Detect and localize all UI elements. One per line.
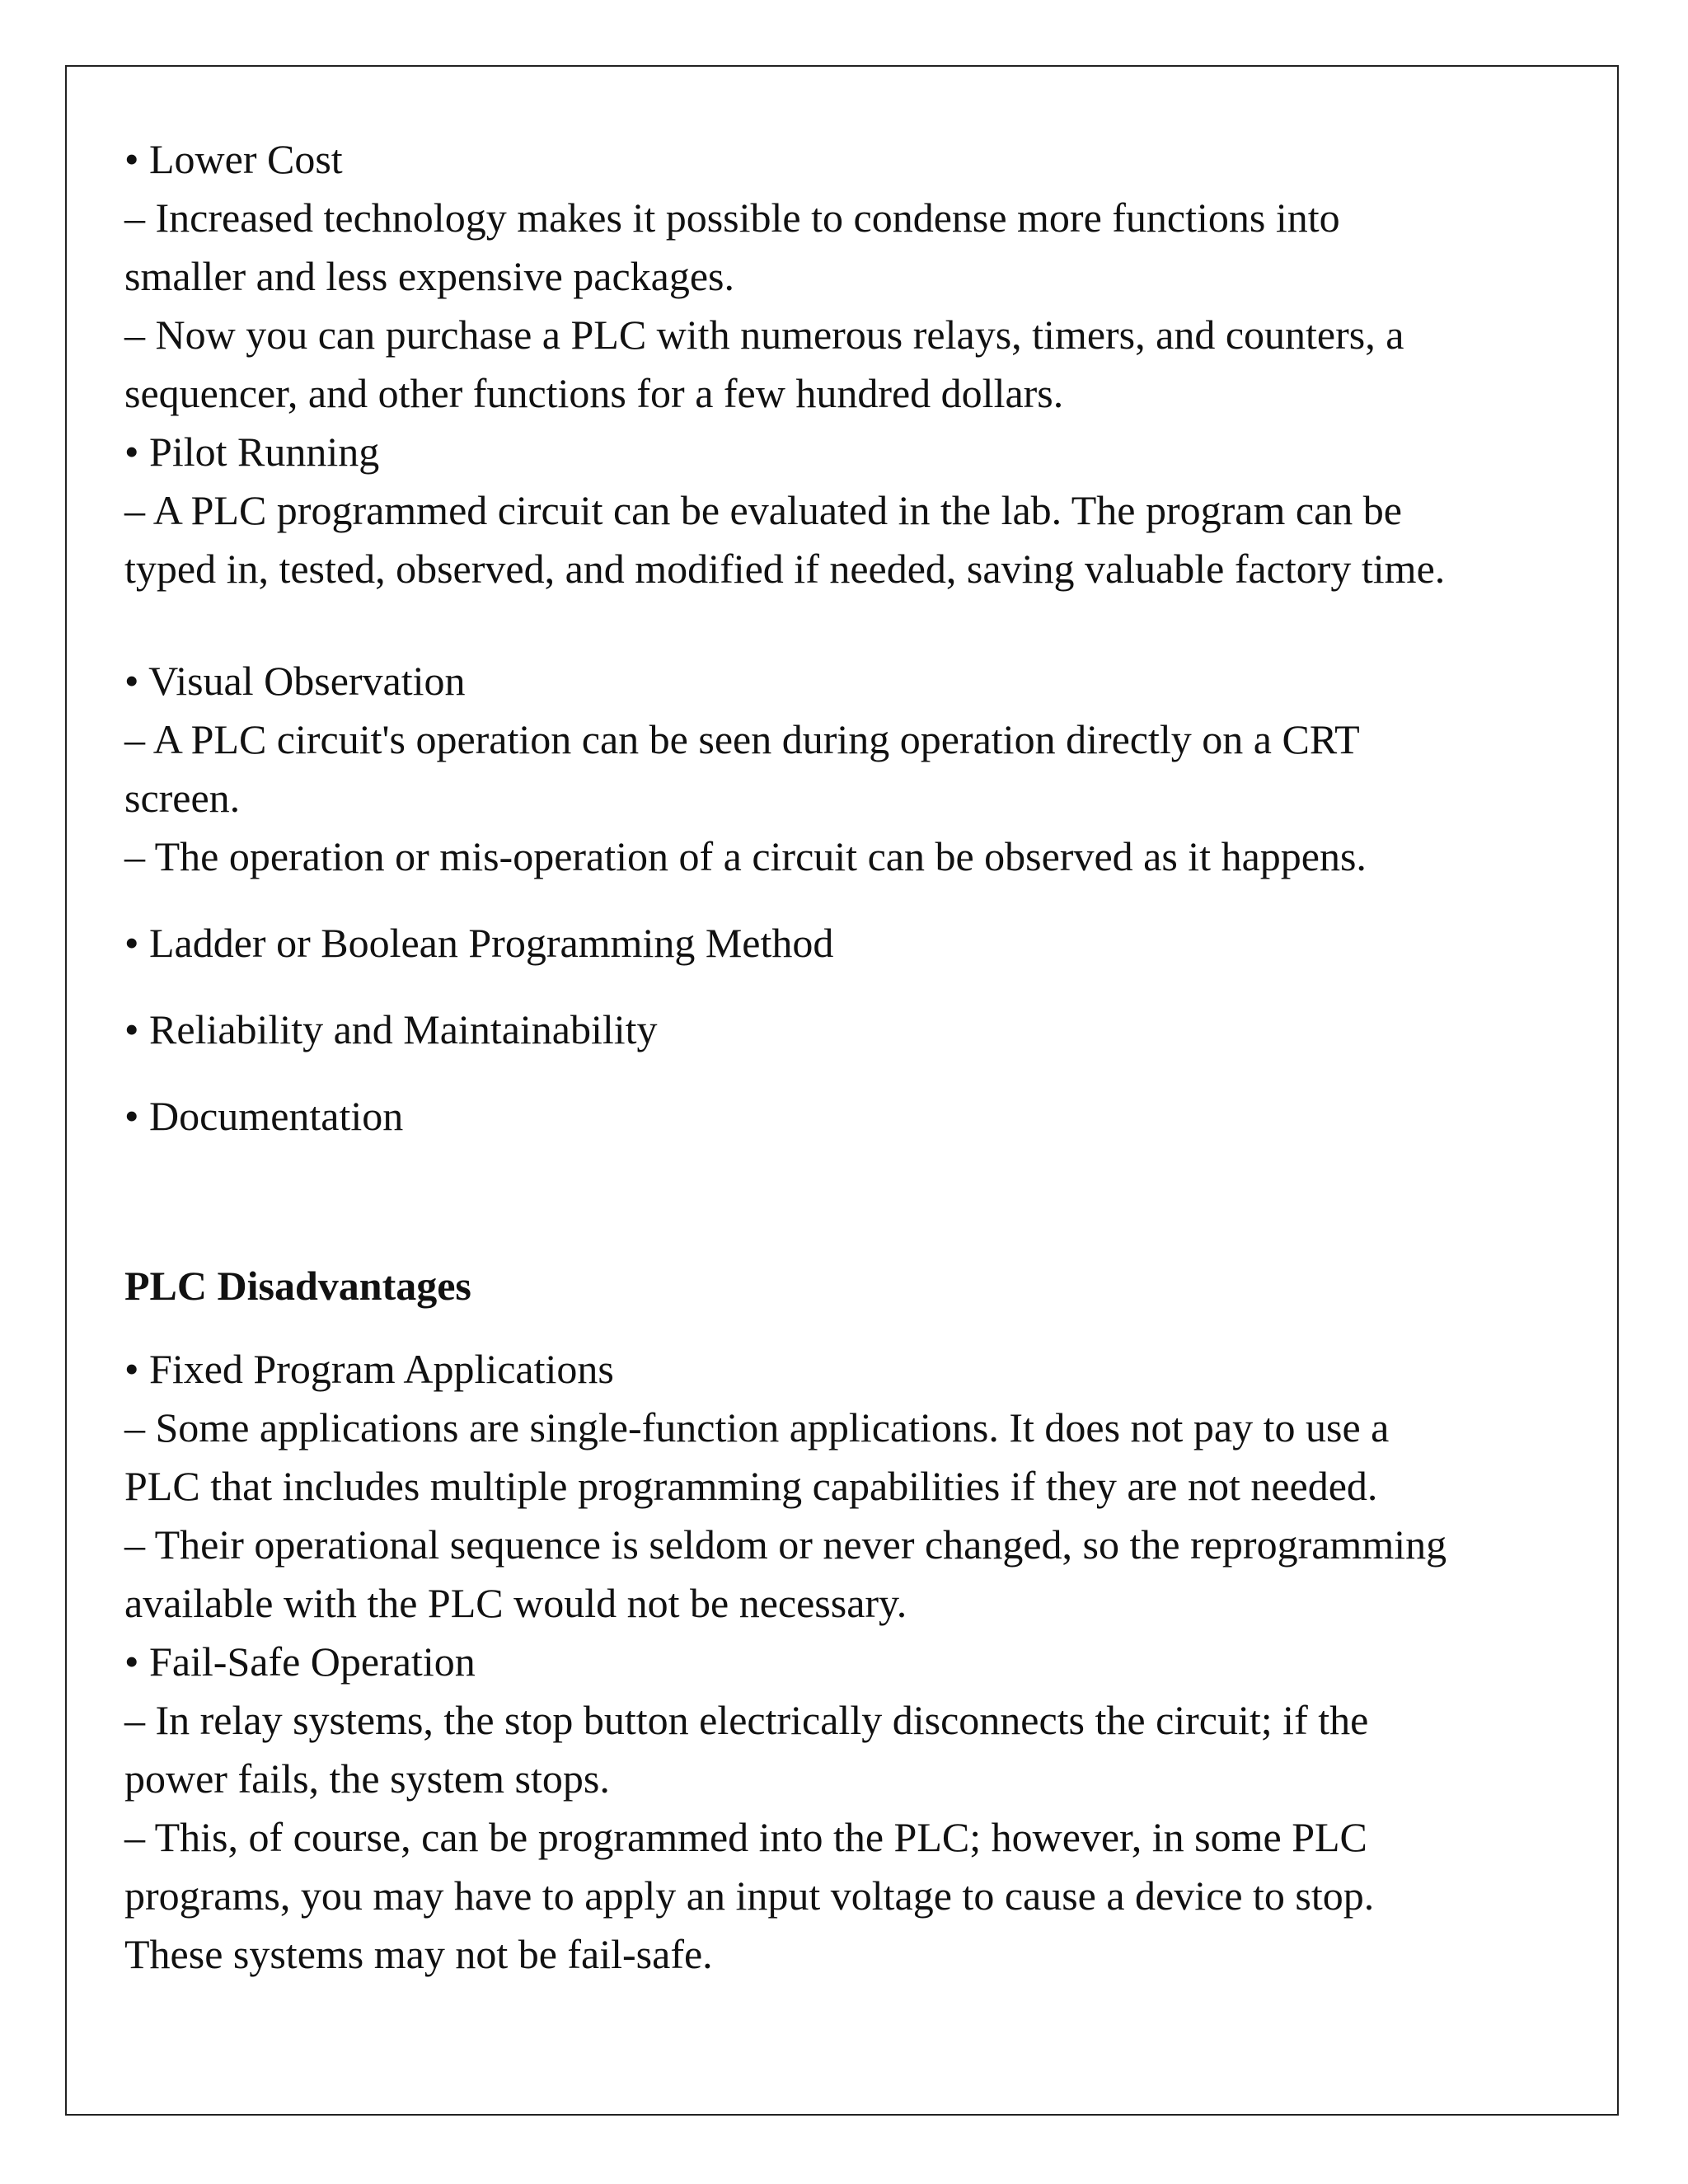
bullet-fail-safe: • Fail-Safe Operation [124, 1638, 476, 1685]
text-line: power fails, the system stops. [124, 1755, 610, 1802]
section-heading-disadvantages: PLC Disadvantages [124, 1263, 471, 1309]
text-line: – In relay systems, the stop button electrically disconnects the circuit; if the [124, 1697, 1369, 1743]
text-line: – This, of course, can be programmed into the PLC; however, in some PLC [124, 1814, 1367, 1860]
bullet-ladder-boolean: • Ladder or Boolean Programming Method [124, 920, 834, 966]
bullet-visual-observation: • Visual Observation [124, 658, 466, 704]
text-line: sequencer, and other functions for a few hundred dollars. [124, 370, 1064, 416]
text-line: – A PLC programmed circuit can be evaluated in the lab. The program can be [124, 487, 1402, 533]
text-line: – A PLC circuit's operation can be seen during operation directly on a CRT [124, 716, 1360, 762]
text-line: – Some applications are single-function applications. It does not pay to use a [124, 1404, 1390, 1451]
text-line: available with the PLC would not be necessary. [124, 1580, 907, 1626]
text-line: smaller and less expensive packages. [124, 253, 735, 299]
bullet-documentation: • Documentation [124, 1093, 404, 1139]
text-line: These systems may not be fail-safe. [124, 1931, 713, 1977]
text-line: screen. [124, 775, 241, 821]
document-body [124, 130, 1559, 1984]
text-line: – The operation or mis-operation of a circuit can be observed as it happens. [124, 833, 1367, 879]
bullet-lower-cost: • Lower Cost [124, 136, 343, 182]
bullet-reliability: • Reliability and Maintainability [124, 1006, 658, 1052]
text-line: – Now you can purchase a PLC with numerous relays, timers, and counters, a [124, 312, 1404, 358]
text-line: typed in, tested, observed, and modified if needed, saving valuable factory time. [124, 546, 1446, 592]
bullet-pilot-running: • Pilot Running [124, 429, 380, 475]
text-line: PLC that includes multiple programming capabilities if they are not needed. [124, 1463, 1378, 1509]
text-line: programs, you may have to apply an input voltage to cause a device to stop. [124, 1872, 1375, 1919]
text-line: – Increased technology makes it possible to condense more functions into [124, 194, 1340, 241]
text-line: – Their operational sequence is seldom or never changed, so the reprogramming [124, 1521, 1447, 1568]
bullet-fixed-program: • Fixed Program Applications [124, 1346, 614, 1392]
